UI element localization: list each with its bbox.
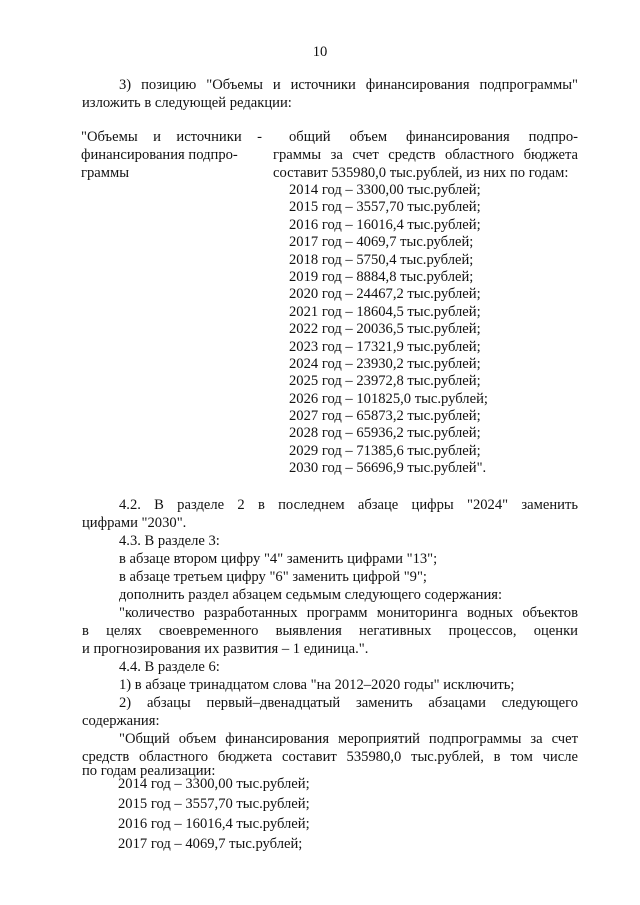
section-4-4-quote-line-3: по годам реализации: [82, 763, 216, 779]
list-item: 2022 год – 20036,5 тыс.рублей; [289, 321, 481, 338]
page-number: 10 [312, 44, 328, 60]
section-4-4-item-2-line-1: 2) абзацы первый–двенадцатый заменить абзацами следующего [119, 695, 578, 711]
list-item: 2021 год – 18604,5 тыс.рублей; [289, 303, 481, 320]
section-4-4-heading: 4.4. В разделе 6: [119, 659, 220, 675]
section-4-2-line-1: 4.2. В разделе 2 в последнем абзаце цифры "2024" заменить [119, 497, 578, 513]
list-item: 2014 год – 3300,00 тыс.рублей; [289, 182, 481, 198]
section-4-3-item-1: в абзаце втором цифру "4" заменить цифрами "13"; [119, 551, 438, 567]
list-item: 2026 год – 101825,0 тыс.рублей; [289, 390, 488, 407]
section-4-4-item-2-line-2: содержания: [82, 713, 160, 729]
list-item: 2015 год – 3557,70 тыс.рублей; [118, 796, 310, 812]
table-text-line-3: составит 535980,0 тыс.рублей, из них по годам: [273, 165, 569, 181]
list-item: 2016 год – 16016,4 тыс.рублей; [118, 816, 310, 832]
list-item: 2024 год – 23930,2 тыс.рублей; [289, 355, 481, 372]
section-4-3-heading: 4.3. В разделе 3: [119, 533, 220, 549]
list-item: 2020 год – 24467,2 тыс.рублей; [289, 286, 481, 303]
list-item: 2015 год – 3557,70 тыс.рублей; [289, 199, 481, 216]
section-4-4-item-1: 1) в абзаце тринадцатом слова "на 2012–2020 годы" исключить; [119, 677, 515, 693]
list-item: 2030 год – 56696,9 тыс.рублей". [289, 460, 487, 477]
table-label-line-2: финансирования подпро- [81, 147, 238, 163]
list-item: 2029 год – 71385,6 тыс.рублей; [289, 442, 481, 459]
table-label-line-3: граммы [81, 165, 130, 181]
section-4-3-item-2: в абзаце третьем цифру "6" заменить цифрой "9"; [119, 569, 427, 585]
list-item: 2028 год – 65936,2 тыс.рублей; [289, 425, 481, 442]
list-item: 2018 год – 5750,4 тыс.рублей; [289, 251, 474, 268]
table-label-line-1: "Объемы и источники - [81, 129, 262, 145]
section-4-3-quote-line-1: "количество разработанных программ мониторинга водных объектов [119, 605, 578, 621]
section-4-3-quote-line-2: в целях своевременного выявления негативных процессов, оценки [82, 623, 578, 639]
section-4-4-quote-line-1: "Общий объем финансирования мероприятий подпрограммы за счет [119, 731, 578, 747]
list-item: 2027 год – 65873,2 тыс.рублей; [289, 408, 481, 425]
section-4-2-line-2: цифрами "2030". [82, 515, 187, 531]
intro-line-2: изложить в следующей редакции: [82, 95, 292, 111]
table-text-line-2: граммы за счет средств областного бюджета [273, 147, 578, 163]
list-item: 2025 год – 23972,8 тыс.рублей; [289, 373, 481, 390]
section-4-3-quote-line-3: и прогнозирования их развития – 1 единица.". [82, 641, 369, 657]
list-item: 2017 год – 4069,7 тыс.рублей; [289, 234, 474, 251]
bottom-years-list [118, 774, 310, 854]
list-item: 2017 год – 4069,7 тыс.рублей; [118, 836, 303, 852]
table-text-line-1: общий объем финансирования подпро- [289, 129, 578, 145]
list-item: 2023 год – 17321,9 тыс.рублей; [289, 338, 481, 355]
section-4-4-quote-line-2: средств областного бюджета составит 535980,0 тыс.рублей, в том числе [82, 749, 578, 765]
years-list [289, 182, 488, 478]
section-4-3-item-3: дополнить раздел абзацем седьмым следующего содержания: [119, 587, 503, 603]
list-item: 2019 год – 8884,8 тыс.рублей; [289, 268, 474, 285]
intro-line-1: 3) позицию "Объемы и источники финансирования подпрограммы" [119, 77, 578, 93]
list-item: 2016 год – 16016,4 тыс.рублей; [289, 216, 481, 233]
list-item: 2014 год – 3300,00 тыс.рублей; [118, 776, 310, 792]
